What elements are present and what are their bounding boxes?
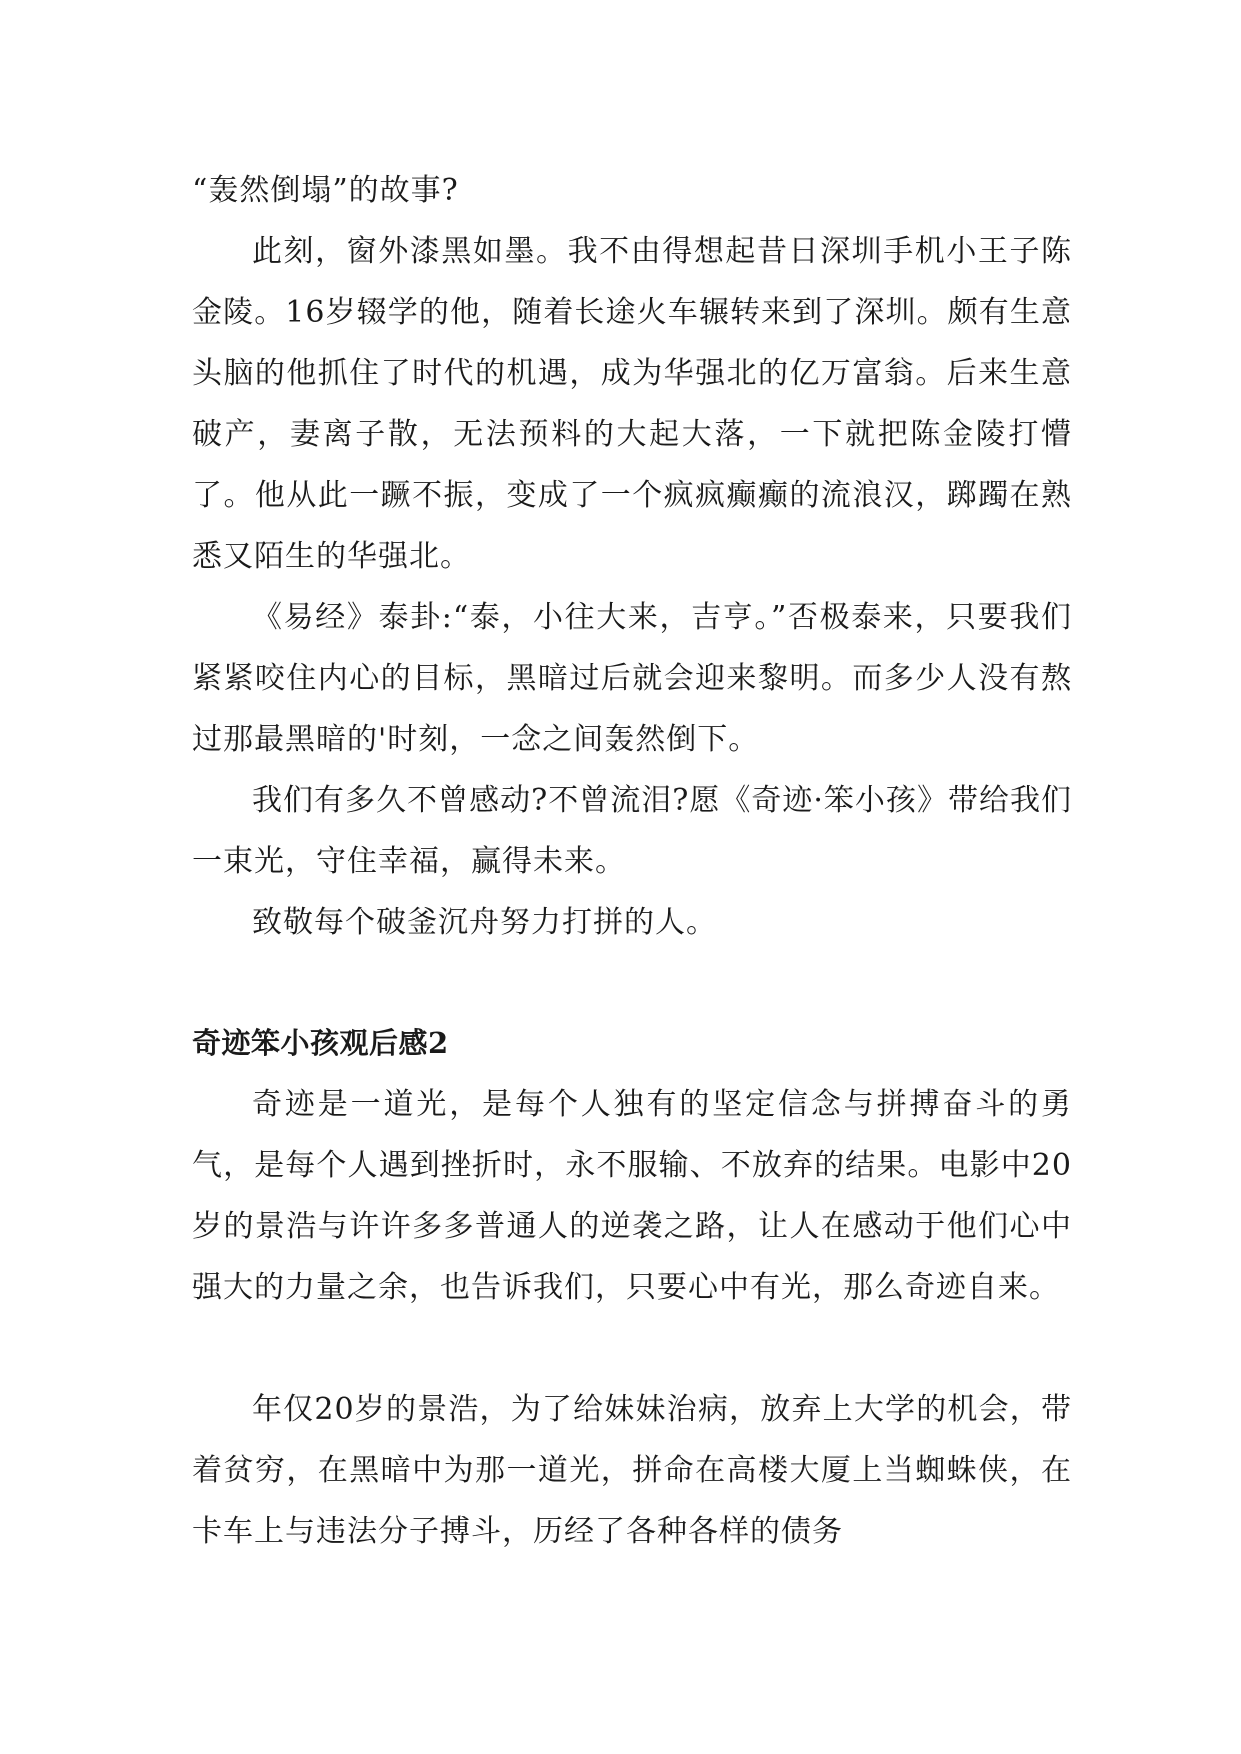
paragraph-yijing: 《易经》泰卦:“泰，小往大来，吉亨。”否极泰来，只要我们紧紧咬住内心的目标，黑暗过后就会迎来黎明。而多少人没有熬过那最黑暗的'时刻，一念之间轰然倒下。 bbox=[192, 600, 1072, 757]
document-body bbox=[192, 160, 1072, 1562]
section-spacer bbox=[192, 953, 1072, 1013]
paragraph-continuation: “轰然倒塌”的故事? bbox=[192, 173, 459, 208]
paragraph-moved: 我们有多久不曾感动?不曾流泪?愿《奇迹·笨小孩》带给我们一束光，守住幸福，赢得未来。 bbox=[192, 783, 1072, 879]
paragraph-miracle: 奇迹是一道光，是每个人独有的坚定信念与拼搏奋斗的勇气，是每个人遇到挫折时，永不服输、不放弃的结果。电影中20岁的景浩与许许多多普通人的逆袭之路，让人在感动于他们心中强大的力量之余，也告诉我们，只要心中有光，那么奇迹自来。 bbox=[192, 1087, 1072, 1305]
section-title: 奇迹笨小孩观后感2 bbox=[192, 1026, 449, 1060]
paragraph-salute: 致敬每个破釜沉舟努力打拼的人。 bbox=[252, 905, 717, 940]
paragraph-spacer bbox=[192, 1318, 1072, 1379]
paragraph-jinghao: 年仅20岁的景浩，为了给妹妹治病，放弃上大学的机会，带着贫穷，在黑暗中为那一道光，拼命在高楼大厦上当蜘蛛侠，在卡车上与违法分子搏斗，历经了各种各样的债务 bbox=[192, 1392, 1072, 1549]
paragraph-chen-jinling: 此刻，窗外漆黑如墨。我不由得想起昔日深圳手机小王子陈金陵。16岁辍学的他，随着长途火车辗转来到了深圳。颇有生意头脑的他抓住了时代的机遇，成为华强北的亿万富翁。后来生意破产，妻离子散，无法预料的大起大落，一下就把陈金陵打懵了。他从此一蹶不振，变成了一个疯疯癫癫的流浪汉，踯躅在熟悉又陌生的华强北。 bbox=[192, 234, 1072, 574]
